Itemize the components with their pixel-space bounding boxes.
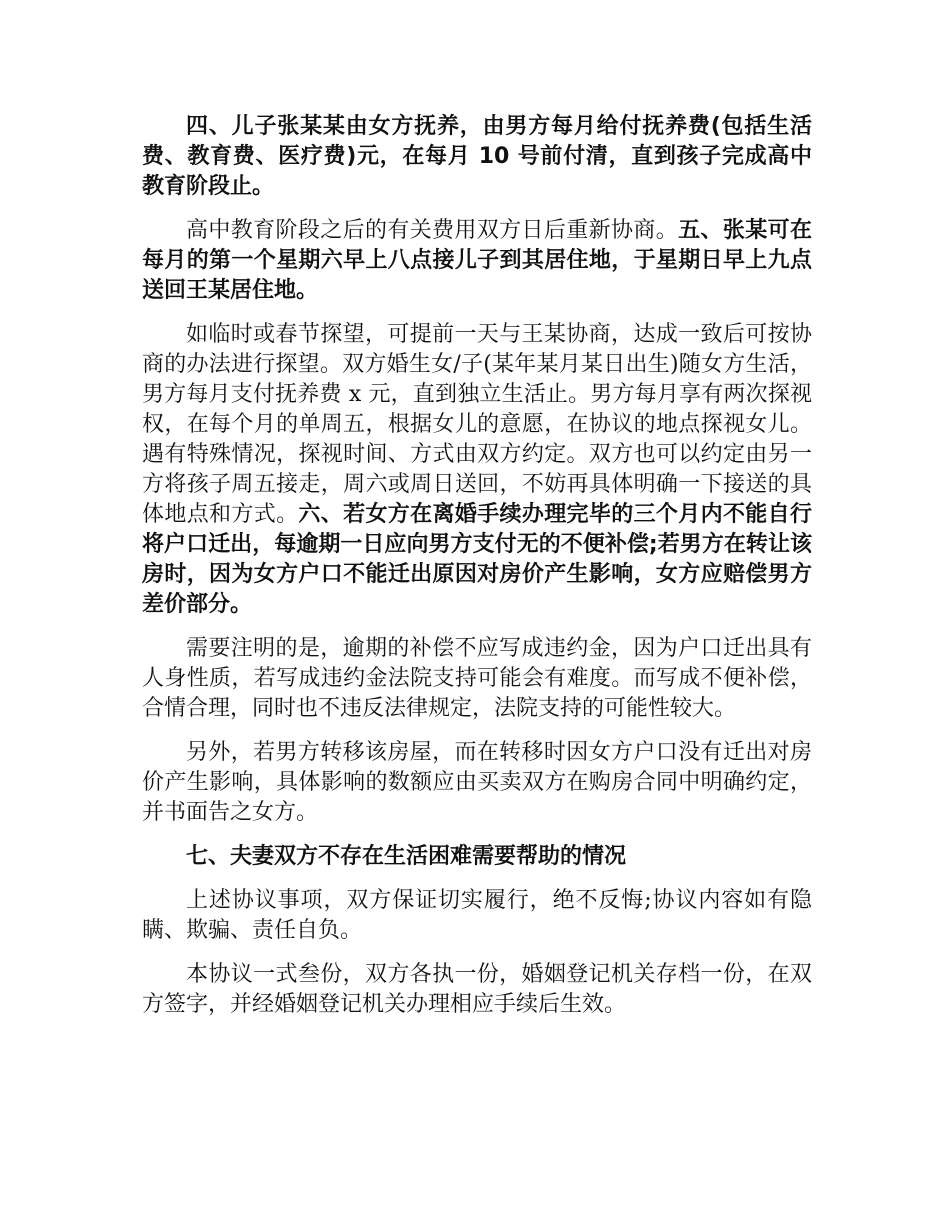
paragraph-text: 高中教育阶段之后的有关费用双方日后重新协商。 bbox=[186, 218, 679, 243]
paragraph-guarantee bbox=[142, 886, 812, 946]
paragraph-clause-5 bbox=[142, 216, 812, 306]
clause-heading-5: 五、张某可在每月的第一个星期六早上八点接儿子到其居住地，于星期日早上九点送回王某居住地。 bbox=[142, 218, 812, 303]
paragraph-clause-7 bbox=[142, 842, 812, 872]
paragraph-text: 上述协议事项，双方保证切实履行，绝不反悔;协议内容如有隐瞒、欺骗、责任自负。 bbox=[142, 888, 812, 943]
document-body bbox=[142, 112, 812, 1034]
clause-heading-4: 四、儿子张某某由女方抚养，由男方每月给付抚养费(包括生活费、教育费、医疗费)元，在每月 10 号前付清，直到孩子完成高中教育阶段止。 bbox=[142, 114, 812, 199]
paragraph-clause-4 bbox=[142, 112, 812, 202]
paragraph-copies bbox=[142, 960, 812, 1020]
paragraph-note bbox=[142, 634, 812, 724]
clause-heading-6: 六、若女方在离婚手续办理完毕的三个月内不能自行将户口迁出，每逾期一日应向男方支付无的不便补偿;若男方在转让该房时，因为女方户口不能迁出原因对房价产生影响，女方应赔偿男方差价部分。 bbox=[142, 502, 812, 617]
paragraph-text: 需要注明的是，逾期的补偿不应写成违约金，因为户口迁出具有人身性质，若写成违约金法院支持可能会有难度。而写成不便补偿，合情合理，同时也不违反法律规定，法院支持的可能性较大。 bbox=[142, 636, 812, 721]
paragraph-additional bbox=[142, 738, 812, 828]
paragraph-text: 如临时或春节探望，可提前一天与王某协商，达成一致后可按协商的办法进行探望。双方婚生女/子(某年某月某日出生)随女方生活，男方每月支付抚养费 x 元，直到独立生活止。男方每月享有两次探视权，在每个月的单周五，根据女儿的意愿，在协议的地点探视女儿。遇有特殊情况，探视时间、方式由双方约定。双方也可以约定由另一方将孩子周五接走，周六或周日送回，不妨再具体明确一下接送的具体地点和方式。 bbox=[142, 322, 812, 527]
clause-heading-7: 七、夫妻双方不存在生活困难需要帮助的情况 bbox=[186, 844, 627, 869]
paragraph-text: 本协议一式叁份，双方各执一份，婚姻登记机关存档一份，在双方签字，并经婚姻登记机关办理相应手续后生效。 bbox=[142, 962, 812, 1017]
paragraph-text: 另外，若男方转移该房屋，而在转移时因女方户口没有迁出对房价产生影响，具体影响的数额应由买卖双方在购房合同中明确约定，并书面告之女方。 bbox=[142, 740, 812, 825]
paragraph-clause-6 bbox=[142, 320, 812, 620]
